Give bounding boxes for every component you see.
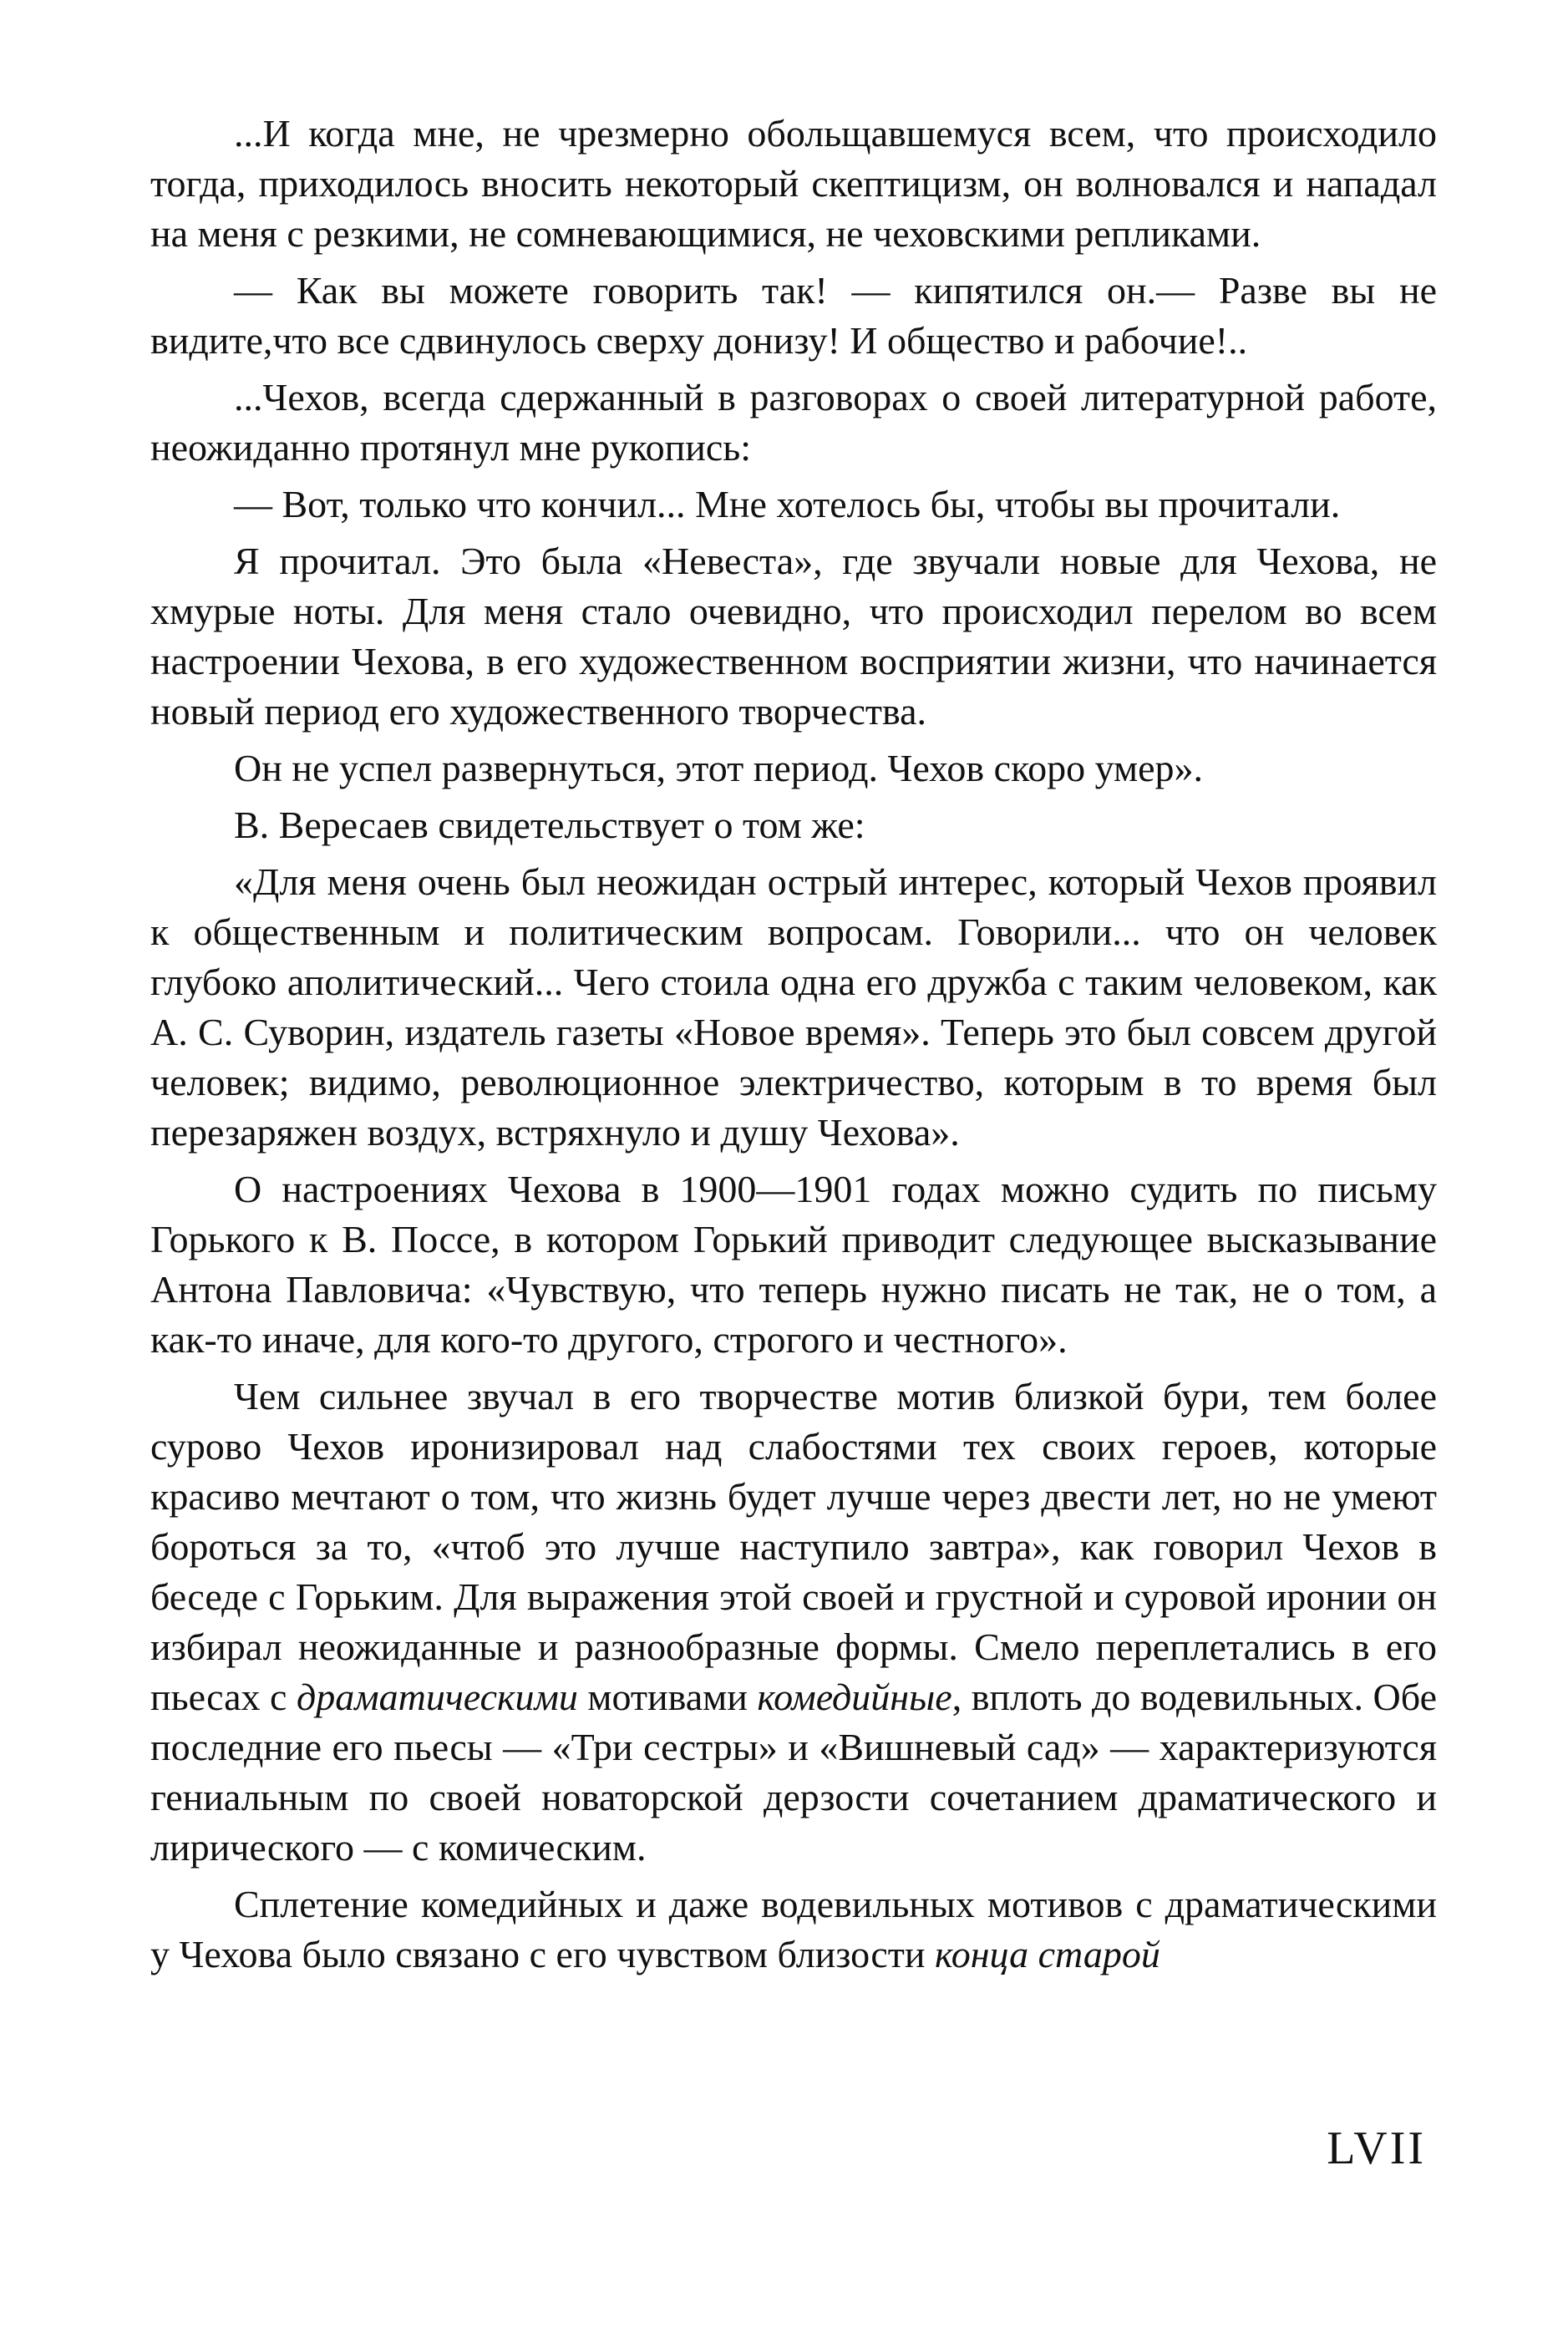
paragraph-10-text-3: , вплоть до водевильных. Обе последние его пьесы — «Три сестры» и «Вишневый сад» — характеризуются гениальным по своей новаторской дерзости сочетанием драматического и лирического — с комическим. bbox=[150, 1676, 1437, 1869]
paragraph-10-italic-1: драматическими bbox=[296, 1676, 578, 1718]
page-number: LVII bbox=[1327, 2122, 1426, 2174]
page-body bbox=[150, 109, 1437, 2247]
paragraph-11-text-1: Сплетение комедийных и даже водевильных мотивов с драматическими у Чехова было связано с его чувством близости bbox=[150, 1883, 1437, 1975]
paragraph-10-text-2: мотивами bbox=[577, 1676, 758, 1718]
paragraph-10-italic-2: комедийные bbox=[757, 1676, 952, 1718]
paragraph-9: О настроениях Чехова в 1900—1901 годах можно судить по письму Горького к В. Поссе, в котором Горький приводит следующее высказывание Антона Павловича: «Чувствую, что теперь нужно писать не так, не о том, а как-то иначе, для кого-то другого, строгого и честного». bbox=[150, 1168, 1437, 1361]
paragraph-7: В. Вересаев свидетельствует о том же: bbox=[234, 804, 865, 846]
paragraph-1: ...И когда мне, не чрезмерно обольщавшемуся всем, что происходило тогда, приходилось вносить некоторый скептицизм, он волновался и нападал на меня с резкими, не сомневающимися, не чеховскими репликами. bbox=[150, 112, 1437, 255]
paragraph-11-italic-1: конца старой bbox=[934, 1933, 1160, 1975]
paragraph-10-text-1: Чем сильнее звучал в его творчестве мотив близкой бури, тем более сурово Чехов иронизировал над слабостями тех своих героев, которые красиво мечтают о том, что жизнь будет лучше через двести лет, но не умеют бороться за то, «чтоб это лучше наступило завтра», как говорил Чехов в беседе с Горьким. Для выражения этой своей и грустной и суровой иронии он избирал неожиданные и разнообразные формы. Смело переплетались в его пьесах с bbox=[150, 1375, 1437, 1718]
paragraph-6: Он не успел развернуться, этот период. Чехов скоро умер». bbox=[234, 747, 1203, 789]
paragraph-11 bbox=[150, 1879, 1437, 1980]
paragraph-8: «Для меня очень был неожидан острый интерес, который Чехов проявил к общественным и политическим вопросам. Говорили... что он человек глубоко аполитический... Чего стоила одна его дружба с таким человеком, как А. С. Суворин, издатель газеты «Новое время». Теперь это был совсем другой человек; видимо, революционное электричество, которым в то время был перезаряжен воздух, встряхнуло и душу Чехова». bbox=[150, 860, 1437, 1154]
paragraph-10 bbox=[150, 1372, 1437, 1873]
paragraph-3: ...Чехов, всегда сдержанный в разговорах о своей литературной работе, неожиданно протянул мне рукопись: bbox=[150, 376, 1437, 469]
paragraph-5: Я прочитал. Это была «Невеста», где звучали новые для Чехова, не хмурые ноты. Для меня стало очевидно, что происходил перелом во всем настроении Чехова, в его художественном восприятии жизни, что начинается новый период его художественного творчества. bbox=[150, 540, 1437, 733]
paragraph-2: — Как вы можете говорить так! — кипятился он.— Разве вы не видите,что все сдвинулось сверху донизу! И общество и рабочие!.. bbox=[150, 269, 1437, 362]
paragraph-4: — Вот, только что кончил... Мне хотелось бы, чтобы вы прочитали. bbox=[234, 483, 1341, 525]
